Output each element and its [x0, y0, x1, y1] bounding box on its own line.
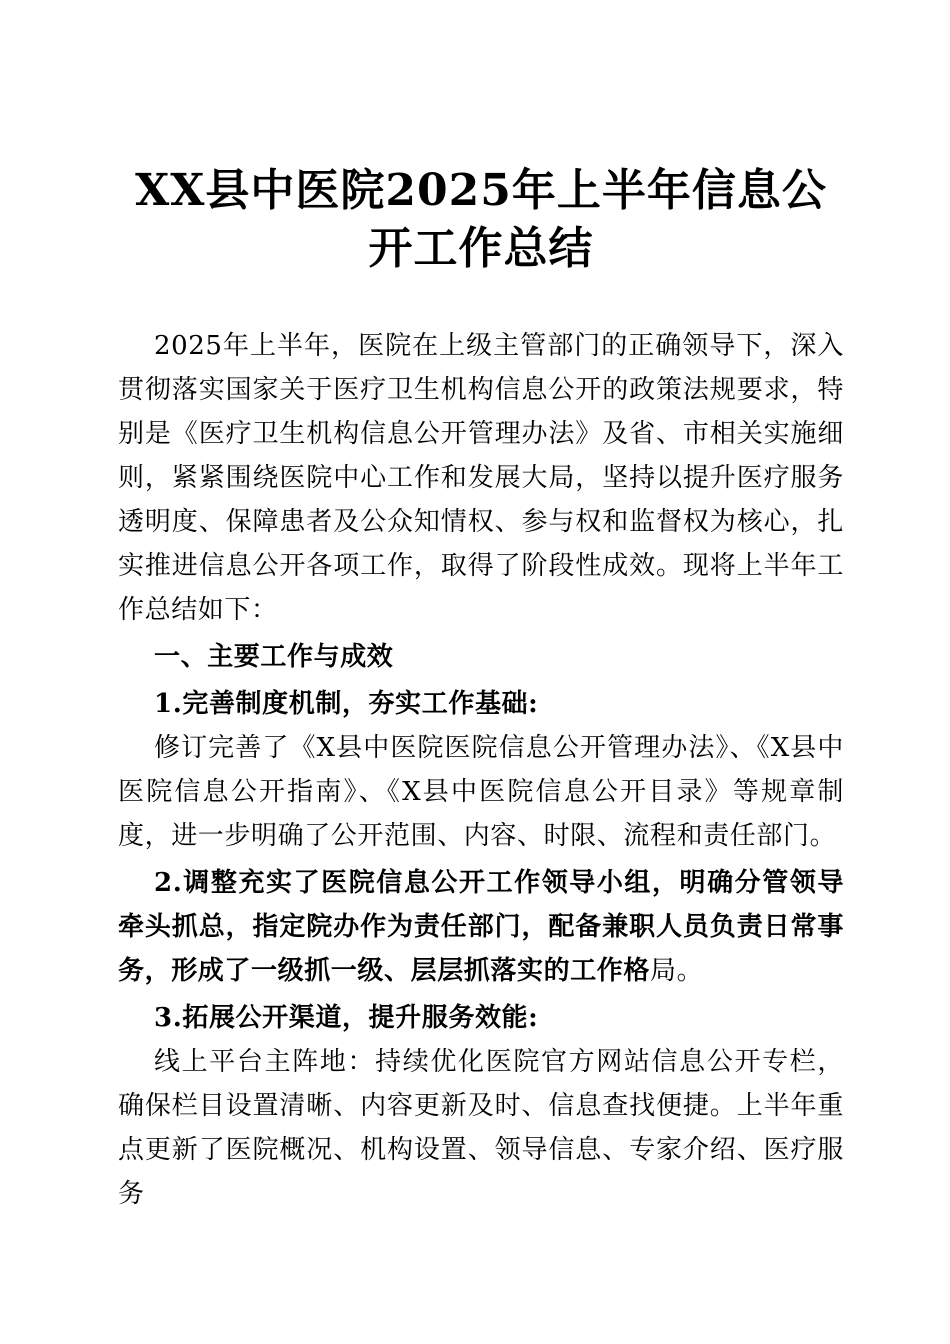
document-title: XX县中医院2025年上半年信息公开工作总结 — [135, 165, 827, 274]
item2-bold-text: 2.调整充实了医院信息公开工作领导小组，明确分管领导牵头抓总，指定院办作为责任部门，配备兼职人员负责日常事务，形成了一级抓一级、层层抓落实的工作格 — [118, 868, 844, 986]
item2-paragraph — [118, 861, 844, 993]
item2-regular-tail: 局。 — [650, 956, 704, 986]
item1-heading: 1.完善制度机制，夯实工作基础: — [154, 689, 539, 719]
item3-heading: 3.拓展公开渠道，提升服务效能: — [154, 1003, 539, 1033]
item1-body-paragraph: 修订完善了《X县中医院医院信息公开管理办法》、《X县中医院信息公开指南》、《X县中医院信息公开目录》等规章制度，进一步明确了公开范围、内容、时限、流程和责任部门。 — [118, 733, 844, 851]
section1-heading: 一、主要工作与成效 — [154, 642, 394, 672]
intro-paragraph: 2025年上半年，医院在上级主管部门的正确领导下，深入贯彻落实国家关于医疗卫生机构信息公开的政策法规要求，特别是《医疗卫生机构信息公开管理办法》及省、市相关实施细则，紧紧围绕医院中心工作和发展大局，坚持以提升医疗服务透明度、保障患者及公众知情权、参与权和监督权为核心，扎实推进信息公开各项工作，取得了阶段性成效。现将上半年工作总结如下： — [118, 331, 844, 625]
item3-body-paragraph: 线上平台主阵地：持续优化医院官方网站信息公开专栏，确保栏目设置清晰、内容更新及时、信息查找便捷。上半年重点更新了医院概况、机构设置、领导信息、专家介绍、医疗服务 — [118, 1047, 844, 1209]
